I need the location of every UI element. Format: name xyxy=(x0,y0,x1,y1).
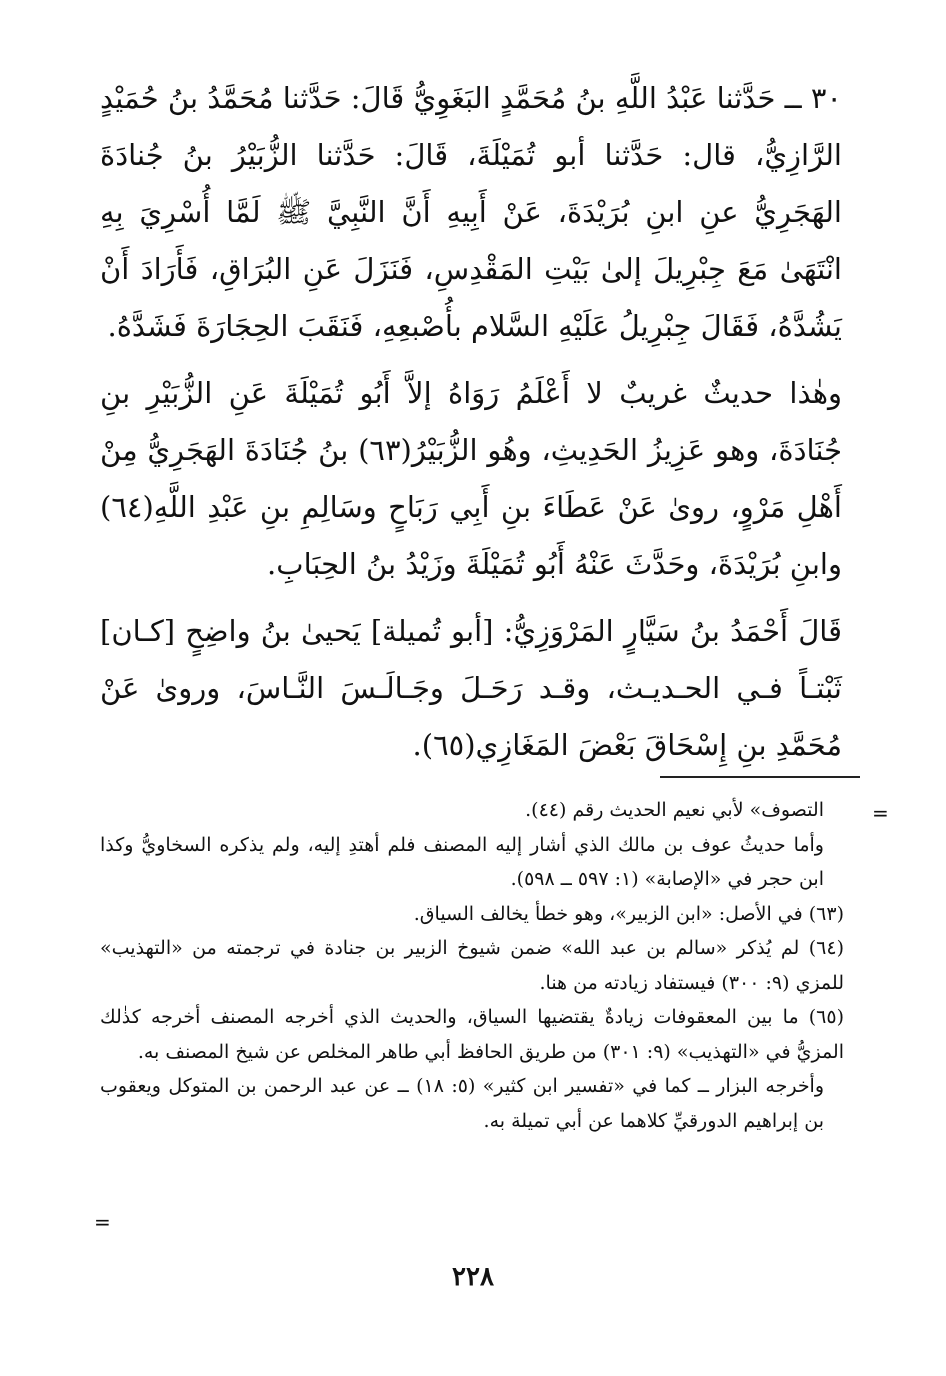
commentary-paragraph: وهٰذا حديثٌ غريبٌ لا أَعْلَمُ رَوَاهُ إلاَّ أَبُو تُمَيْلَةَ عَنِ الزُّبَيْرِ بنِ جُنَادَةَ، وهو عَزِيزُ الحَدِيثِ، وهُو الزُّبَيْرُ(٦٣) بنُ جُنَادَةَ الهَجَرِيُّ مِنْ أَهْلِ مَرْوٍ، روىٰ عَنْ عَطَاءَ بنِ أَبِي رَبَاحٍ وسَالِمِ بنِ عَبْدِ اللَّهِ(٦٤) وابنِ بُرَيْدَةَ، وحَدَّثَ عَنْهُ أَبُو تُمَيْلَةَ وزَيْدُ بنُ الحِبَابِ. xyxy=(100,376,843,581)
main-text-block xyxy=(100,70,842,784)
continuation-mark-top: = xyxy=(872,801,889,825)
footnote-65: (٦٥) ما بين المعقوفات زيادةٌ يقتضيها السياق، والحديث الذي أخرجه المصنف أخرجه كذٰلك المزيُّ في «التهذيب» (٩: ٣٠١) من طريق الحافظ أبي طاهر المخلص عن شيخ المصنف به. xyxy=(100,1006,844,1063)
continuation-mark-bottom: = xyxy=(94,1210,111,1234)
footnote-64: (٦٤) لم يُذكر «سالم بن عبد الله» ضمن شيوخ الزبير بن جنادة في ترجمته من «التهذيب» للمزي (٩: ٣٠٠) فيستفاد زيادته من هنا. xyxy=(100,937,844,994)
footnotes-block xyxy=(100,793,844,1138)
footnote-63: (٦٣) في الأصل: «ابن الزبير»، وهو خطأ يخالف السياق. xyxy=(413,902,844,925)
footnote-continuation-line: التصوف» لأبي نعيم الحديث رقم (٤٤). xyxy=(525,799,824,821)
footnote-divider xyxy=(660,776,860,778)
footnote-continuation-paragraph: وأما حديثُ عوف بن مالك الذي أشار إليه المصنف فلم أهتدِ إليه، ولم يذكره السخاويُّ وكذا ابن حجر في «الإصابة» (١: ٥٩٧ ــ ٥٩٨). xyxy=(100,833,824,890)
hadith-30-paragraph: ٣٠ ــ حَدَّثنا عَبْدُ اللَّهِ بنُ مُحَمَّدٍ البَغَوِيُّ قَالَ: حَدَّثنا مُحَمَّدُ بنُ حُمَيْدٍ الرَّازِيُّ، قال: حَدَّثنا أبو تُمَيْلَةَ، قَالَ: حَدَّثنا الزُّبَيْرُ بنُ جُنادَةَ الهَجَرِيُّ عنِ ابنِ بُرَيْدَةَ، عَنْ أَبِيهِ أَنَّ النَّبِيَّ ﷺ لَمَّا أُسْرِيَ بِهِ انْتَهَىٰ مَعَ جِبْرِيلَ إلىٰ بَيْتِ المَقْدِسِ، فَنَزَلَ عَنِ البُرَاقِ، فَأَرَادَ أَنْ يَشُدَّهُ، فَقَالَ جِبْرِيلُ عَلَيْهِ السَّلام بأُصْبعِهِ، فَنَقَبَ الحِجَارَةَ فَشَدَّهُ. xyxy=(100,81,842,343)
narrator-note-paragraph: قَالَ أَحْمَدُ بنُ سَيَّارٍ المَرْوَزِيُّ: [أبو تُميلة] يَحيىٰ بنُ واضِحٍ [كـان] ثَبْتـاً فـي الحـديـث، وقـد رَحَـلَ وجَـالَـسَ النَّـاسَ، ورویٰ عَنْ مُحَمَّدِ بنِ إِسْحَاقَ بَعْضَ المَغَازِي(٦٥). xyxy=(100,614,842,762)
page-number: ٢٢٨ xyxy=(452,1262,494,1292)
footnote-65-continuation: وأخرجه البزار ــ كما في «تفسير ابن كثير» (٥: ١٨) ــ عن عبد الرحمن بن المتوكل ويعقوب بن إبراهيم الدورقيِّ كلاهما عن أبي تميلة به. xyxy=(100,1075,825,1132)
